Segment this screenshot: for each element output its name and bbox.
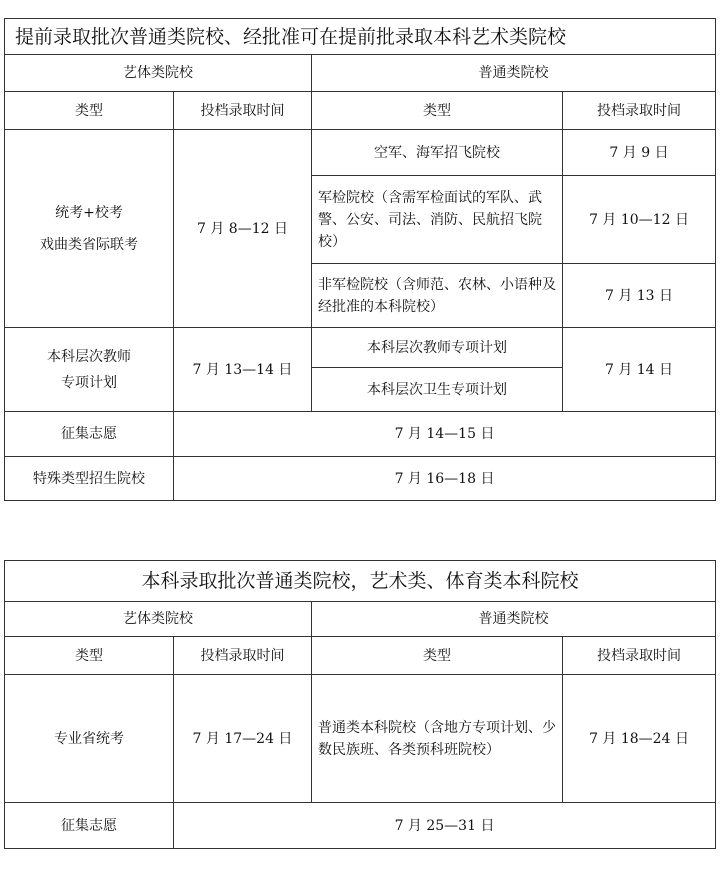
column-header-time: 投档录取时间 <box>174 92 312 130</box>
arts-time-cell: 7 月 17—24 日 <box>174 675 312 803</box>
column-header-type: 类型 <box>5 92 174 130</box>
general-type-cell: 本科层次卫生专项计划 <box>312 368 563 412</box>
arts-type-line: 统考+校考 <box>55 204 123 221</box>
general-time-cell: 7 月 13 日 <box>563 264 716 328</box>
arts-time-cell: 7 月 8—12 日 <box>174 130 312 328</box>
general-time-cell: 7 月 10—12 日 <box>563 176 716 264</box>
teacher-plan-line: 本科层次教师 <box>47 348 131 365</box>
zhengji-time-cell: 7 月 25—31 日 <box>174 803 716 849</box>
general-type-cell: 空军、海军招飞院校 <box>312 130 563 176</box>
undergrad-batch-table <box>4 560 716 849</box>
general-type-cell: 本科层次教师专项计划 <box>312 328 563 368</box>
arts-type-line: 戏曲类省际联考 <box>40 236 138 253</box>
general-time-cell: 7 月 18—24 日 <box>563 675 716 803</box>
column-header-time: 投档录取时间 <box>563 92 716 130</box>
general-time-cell: 7 月 9 日 <box>563 130 716 176</box>
column-header-type: 类型 <box>312 637 563 675</box>
teacher-plan-line: 专项计划 <box>61 374 117 391</box>
zhengji-time-cell: 7 月 14—15 日 <box>174 412 716 457</box>
column-header-time: 投档录取时间 <box>174 637 312 675</box>
group-header-general: 普通类院校 <box>312 602 716 637</box>
special-label-cell: 特殊类型招生院校 <box>5 457 174 501</box>
special-time-cell: 7 月 16—18 日 <box>174 457 716 501</box>
column-header-time: 投档录取时间 <box>563 637 716 675</box>
early-batch-table <box>4 18 716 501</box>
zhengji-label-cell: 征集志愿 <box>5 803 174 849</box>
column-header-type: 类型 <box>5 637 174 675</box>
teacher-plan-time-cell: 7 月 13—14 日 <box>174 328 312 412</box>
group-header-arts: 艺体类院校 <box>5 602 312 637</box>
general-type-cell: 军检院校（含需军检面试的军队、武警、公安、司法、消防、民航招飞院校） <box>312 176 563 264</box>
general-type-cell: 非军检院校（含师范、农林、小语种及经批准的本科院校） <box>312 264 563 328</box>
zhengji-label-cell: 征集志愿 <box>5 412 174 457</box>
general-time-cell: 7 月 14 日 <box>563 328 716 412</box>
group-header-general: 普通类院校 <box>312 55 716 92</box>
arts-type-cell: 专业省统考 <box>5 675 174 803</box>
general-type-cell: 普通类本科院校（含地方专项计划、少数民族班、各类预科班院校） <box>312 675 563 803</box>
column-header-type: 类型 <box>312 92 563 130</box>
table-title: 提前录取批次普通类院校、经批准可在提前批录取本科艺术类院校 <box>5 19 716 55</box>
arts-type-cell <box>5 130 174 328</box>
table-title: 本科录取批次普通类院校，艺术类、体育类本科院校 <box>5 561 716 602</box>
group-header-arts: 艺体类院校 <box>5 55 312 92</box>
teacher-plan-cell <box>5 328 174 412</box>
